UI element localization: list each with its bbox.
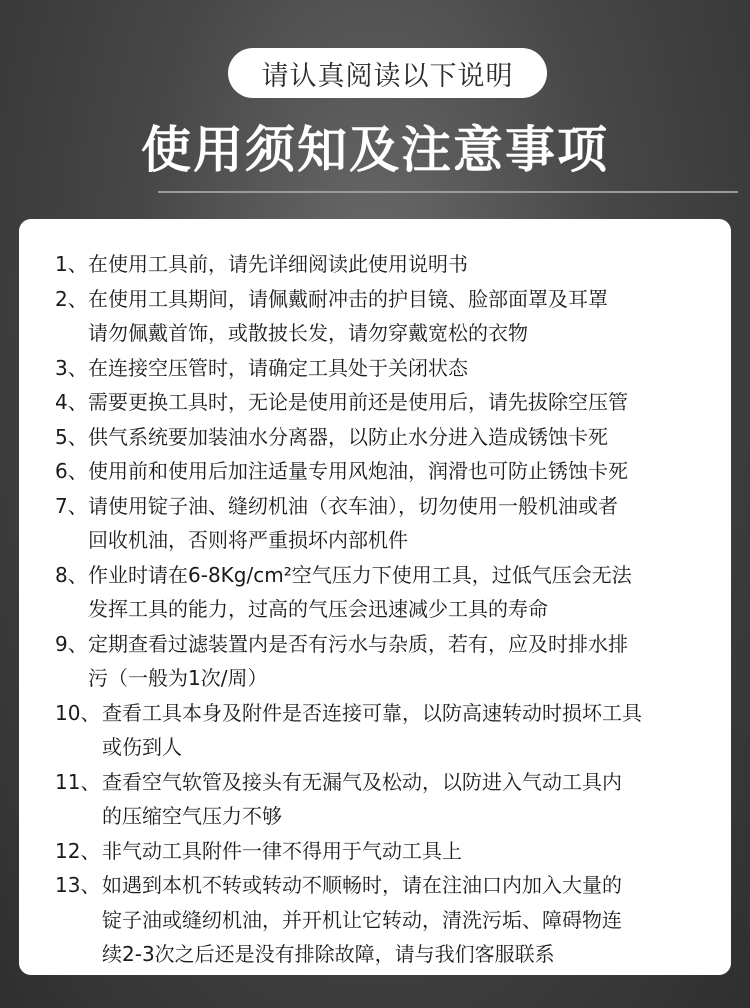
list-item-continuation [19,592,731,627]
item-text: 回收机油，否则将严重损坏内部机件 [88,528,408,552]
list-item-continuation [19,799,731,834]
item-text: 在连接空压管时，请确定工具处于关闭状态 [88,355,468,380]
item-number: 9、 [55,631,88,656]
item-text: 非气动工具附件一律不得用于气动工具上 [102,838,462,863]
item-number: 7、 [55,493,88,518]
list-item [19,454,731,489]
list-item-continuation [19,903,731,938]
instructions-card [19,219,731,975]
list-item-continuation [19,523,731,558]
list-item [19,489,731,524]
item-text: 续2-3次之后还是没有排除故障，请与我们客服联系 [102,942,555,966]
item-text: 如遇到本机不转或转动不顺畅时，请在注油口内加入大量的 [102,873,622,897]
list-item [19,282,731,317]
list-item [19,765,731,800]
list-item [19,351,731,386]
item-text: 作业时请在6-8Kg/cm²空气压力下使用工具，过低气压会无法 [88,562,632,587]
list-item [19,627,731,662]
item-text: 查看工具本身及附件是否连接可靠，以防高速转动时损坏工具 [102,700,642,725]
subtitle-text: 请认真阅读以下说明 [261,60,514,92]
page-title: 使用须知及注意事项 [141,121,609,179]
item-number: 1、 [55,252,88,276]
instructions-list [19,247,731,972]
item-number: 11、 [55,769,101,794]
subtitle-pill [228,48,547,98]
list-item [19,247,731,282]
item-text: 查看空气软管及接头有无漏气及松动，以防进入气动工具内 [102,769,622,794]
list-item [19,385,731,420]
item-text: 或伤到人 [102,735,182,759]
item-text: 污（一般为1次/周） [88,666,268,690]
item-number: 2、 [55,286,88,311]
list-item [19,558,731,593]
item-number: 10、 [55,700,101,725]
list-item [19,696,731,731]
item-text: 请使用锭子油、缝纫机油（衣车油），切勿使用一般机油或者 [88,493,618,518]
list-item [19,834,731,869]
item-text: 发挥工具的能力，过高的气压会迅速减少工具的寿命 [88,597,548,621]
item-text: 需要更换工具时，无论是使用前还是使用后，请先拔除空压管 [88,390,628,414]
item-number: 4、 [55,390,88,414]
item-number: 3、 [55,355,88,380]
list-item-continuation [19,937,731,972]
item-text: 请勿佩戴首饰，或散披长发，请勿穿戴宽松的衣物 [88,321,528,345]
item-number: 13、 [55,873,101,897]
item-number: 12、 [55,838,101,863]
item-text: 定期查看过滤装置内是否有污水与杂质，若有，应及时排水排 [88,631,628,656]
item-text: 在使用工具前，请先详细阅读此使用说明书 [88,252,468,276]
item-number: 5、 [55,424,88,449]
title-divider [158,191,738,193]
item-text: 在使用工具期间，请佩戴耐冲击的护目镜、脸部面罩及耳罩 [88,286,608,311]
item-text: 的压缩空气压力不够 [102,804,282,828]
list-item [19,420,731,455]
item-text: 供气系统要加装油水分离器，以防止水分进入造成锈蚀卡死 [88,424,608,449]
item-text: 锭子油或缝纫机油，并开机让它转动，清洗污垢、障碍物连 [102,907,622,932]
list-item-continuation [19,316,731,351]
list-item-continuation [19,730,731,765]
list-item [19,868,731,903]
list-item-continuation [19,661,731,696]
item-number: 8、 [55,562,88,587]
item-text: 使用前和使用后加注适量专用风炮油，润滑也可防止锈蚀卡死 [88,459,628,483]
item-number: 6、 [55,459,88,483]
